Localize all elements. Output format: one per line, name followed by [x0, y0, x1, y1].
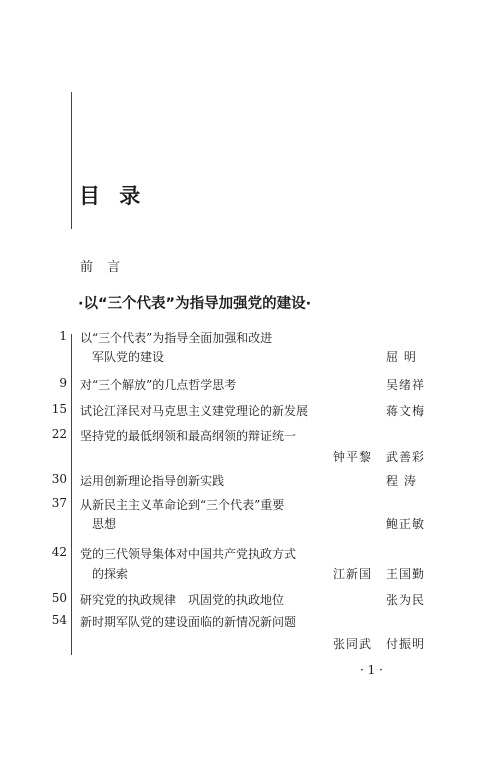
toc-entry-page-number: 30 — [51, 472, 67, 486]
preface-link: 前 言 — [80, 260, 126, 275]
toc-entry-title: 研究党的执政规律 巩固党的执政地位 — [80, 593, 285, 607]
toc-entry-author: 武善彩 — [386, 450, 426, 464]
toc-entry-author: 屈 明 — [386, 350, 417, 364]
toc-entry-page-number: 22 — [51, 427, 67, 441]
toc-entry-title: 从新民主主义革命论到“三个代表”重要 — [80, 498, 285, 512]
toc-entry-author: 付振明 — [386, 637, 426, 651]
section-heading: ·以“三个代表”为指导加强党的建设· — [78, 296, 312, 312]
toc-entry-title: 新时期军队党的建设面临的新情况新问题 — [80, 615, 297, 629]
toc-entry-title-continued: 的探索 — [92, 567, 129, 581]
toc-entry-page-number: 9 — [59, 376, 67, 390]
toc-entry-author: 张为民 — [386, 593, 426, 607]
toc-entry-title-continued: 思想 — [92, 517, 117, 531]
toc-entry-title: 运用创新理论指导创新实践 — [80, 474, 225, 488]
margin-rule-lower — [71, 334, 72, 655]
toc-entry-title: 党的三代领导集体对中国共产党执政方式 — [80, 547, 297, 561]
toc-entry-title: 对“三个解放”的几点哲学思考 — [80, 378, 237, 392]
toc-entry-page-number: 50 — [51, 591, 67, 605]
toc-entry-title: 试论江泽民对马克思主义建党理论的新发展 — [80, 404, 309, 418]
toc-entry-title: 以“三个代表”为指导全面加强和改进 — [80, 331, 273, 345]
toc-entry-page-number: 54 — [51, 613, 67, 627]
toc-entry-title: 坚持党的最低纲领和最高纲领的辩证统一 — [80, 429, 297, 443]
toc-entry-author: 王国勤 — [386, 567, 426, 581]
toc-entry-page-number: 42 — [51, 545, 67, 559]
page-title: 目 录 — [79, 184, 147, 208]
toc-entry-author: 鲍正敏 — [386, 517, 426, 531]
footer-page-number: · 1 · — [360, 663, 383, 677]
toc-entry-page-number: 37 — [51, 496, 67, 510]
toc-entry-author: 程 涛 — [386, 474, 417, 488]
toc-entry-author: 吴绪祥 — [386, 378, 426, 392]
toc-entry-author: 江新国 — [333, 567, 373, 581]
toc-entry-author: 张同武 — [333, 637, 373, 651]
toc-entry-author: 钟平黎 — [333, 450, 373, 464]
toc-entry-page-number: 1 — [59, 329, 67, 343]
toc-entry-title-continued: 军队党的建设 — [92, 350, 165, 364]
toc-entry-page-number: 15 — [51, 402, 67, 416]
toc-entry-author: 蒋文梅 — [386, 404, 426, 418]
margin-rule-upper — [71, 92, 72, 229]
